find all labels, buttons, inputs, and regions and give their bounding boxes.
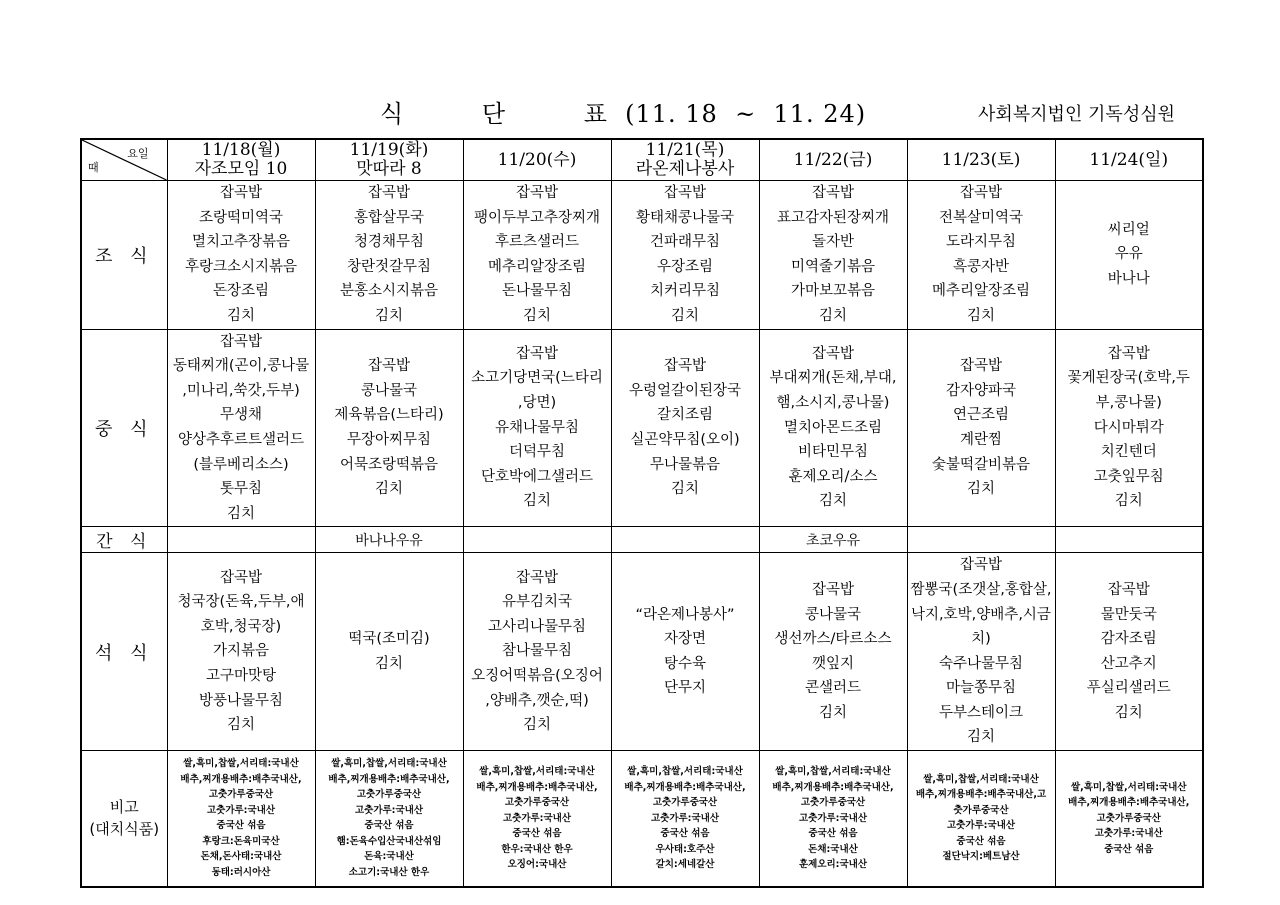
menu-item: 김치 xyxy=(374,481,403,498)
menu-item: 쌀,흑미,찹쌀,서리태:국내산 xyxy=(183,758,299,770)
menu-item: 돈육:국내산 xyxy=(364,851,414,863)
origin-note-cell xyxy=(759,751,907,887)
menu-item: 고춧가루중국산 xyxy=(800,797,866,809)
menu-item: 갈치조림 xyxy=(656,407,714,424)
menu-cell xyxy=(611,181,759,330)
day-header: 11/18(월) 자조모임 10 xyxy=(167,139,315,181)
day-header: 11/19(화) 맛따라 8 xyxy=(315,139,463,181)
menu-item: 바나나 xyxy=(1107,271,1150,288)
menu-item: 김치 xyxy=(1114,493,1143,510)
origin-note-cell xyxy=(1055,751,1203,887)
corner-day-label: 요일 xyxy=(127,147,149,160)
menu-item: 더덕무침 xyxy=(508,444,566,461)
menu-item: 잡곡밥 xyxy=(811,345,855,362)
menu-item: 낙지,호박,양배추,시금 xyxy=(911,606,1051,623)
menu-item: 잡곡밥 xyxy=(811,185,855,201)
origin-note-cell xyxy=(167,751,315,887)
menu-item: 참나물무침 xyxy=(501,643,573,660)
menu-item: 잡곡밥 xyxy=(1107,581,1150,598)
menu-item: 고춧가루:국내산 xyxy=(206,804,276,816)
menu-item: 고춧가루:국내산 xyxy=(798,812,868,824)
menu-item: 김치 xyxy=(522,493,551,510)
snack-cell: 초코우유 xyxy=(759,527,907,553)
menu-item: 물만둣국 xyxy=(1100,606,1157,623)
menu-item: 치킨텐더 xyxy=(1100,444,1157,461)
page-title: 식 단 표 (11. 18 ~ 11. 24) xyxy=(380,100,867,128)
menu-item: 두부스테이크 xyxy=(938,704,1024,721)
menu-item: 고춧가루중국산 xyxy=(1096,812,1161,824)
menu-cell xyxy=(759,329,907,527)
menu-cell xyxy=(907,181,1055,330)
menu-item: 깻잎지 xyxy=(811,655,855,672)
menu-item: 팽이두부고추장찌개 xyxy=(473,209,601,226)
menu-item: (블루베리소스) xyxy=(193,456,289,473)
menu-item: 고춧가루:국내산 xyxy=(502,812,572,824)
menu-item: 중국산 섞음 xyxy=(956,835,1006,847)
menu-item: 돌자반 xyxy=(811,234,855,251)
menu-item: 콘샐러드 xyxy=(804,680,862,697)
menu-item: 전복살미역국 xyxy=(938,209,1024,226)
menu-item: ,당면) xyxy=(517,395,557,412)
menu-item: 짬뽕국(조갯살,홍합살, xyxy=(910,581,1052,598)
menu-item: 청경채무침 xyxy=(353,234,425,251)
menu-item: 갈치:세네갈산 xyxy=(655,859,715,871)
menu-item: 유부김치국 xyxy=(501,594,573,611)
menu-item: 고춧가루:국내산 xyxy=(650,812,720,824)
snack-cell xyxy=(463,527,611,553)
menu-item: 계란찜 xyxy=(959,431,1003,448)
menu-item: (대치식품) xyxy=(89,820,160,839)
menu-item: 고춧가루:국내산 xyxy=(946,820,1016,832)
menu-cell xyxy=(759,181,907,330)
menu-item: 후랑크:돈육미국산 xyxy=(202,835,280,847)
menu-item: 고구마맛탕 xyxy=(205,667,277,684)
menu-cell xyxy=(907,553,1055,751)
menu-item: 후랑크소시지볶음 xyxy=(184,258,298,275)
menu-item: 치) xyxy=(971,631,991,648)
menu-item: 도라지무침 xyxy=(945,234,1017,251)
notes-label xyxy=(81,751,167,887)
menu-item: 중국산 섞음 xyxy=(364,820,414,832)
menu-item: 김치 xyxy=(226,505,255,522)
menu-item: 소고기:국내산 한우 xyxy=(348,866,430,878)
menu-item: 소고기당면국(느타리 xyxy=(471,370,603,387)
menu-item: 비고 xyxy=(109,798,139,817)
menu-item: 호박,청국장) xyxy=(200,618,282,635)
breakfast-row xyxy=(81,181,1203,330)
menu-item: 미역줄기볶음 xyxy=(790,258,876,275)
menu-item: 비타민무침 xyxy=(797,444,869,461)
menu-item: 잡곡밥 xyxy=(219,569,263,586)
day-header: 11/22(금) xyxy=(759,139,907,181)
menu-item: 김치 xyxy=(1114,704,1143,721)
menu-item: 콩나물국 xyxy=(360,382,418,399)
menu-item: 청국장(돈육,두부,애 xyxy=(177,594,305,611)
menu-item: 꽃게된장국(호박,두 xyxy=(1067,370,1190,387)
snack-cell xyxy=(167,527,315,553)
menu-item: 단무지 xyxy=(663,680,707,697)
menu-item: 돈장조림 xyxy=(212,283,270,300)
menu-item: 푸실리샐러드 xyxy=(1086,680,1171,697)
menu-item: 우장조림 xyxy=(656,258,714,275)
day-header: 11/20(수) xyxy=(463,139,611,181)
menu-table xyxy=(80,138,1204,888)
day-header: 11/23(토) xyxy=(907,139,1055,181)
menu-item: 중국산 섞음 xyxy=(512,828,562,840)
menu-item: 고춧가루:국내산 xyxy=(1094,828,1163,840)
menu-item: 잡곡밥 xyxy=(219,333,263,350)
menu-cell xyxy=(611,329,759,527)
menu-cell xyxy=(1055,329,1203,527)
menu-item: 김치 xyxy=(966,729,995,746)
menu-item: 마늘쫑무침 xyxy=(945,680,1017,697)
menu-item: 부대찌개(돈채,부대, xyxy=(769,370,897,387)
menu-item: 잡곡밥 xyxy=(367,358,411,375)
menu-item: 잡곡밥 xyxy=(515,345,559,362)
menu-item: 잡곡밥 xyxy=(219,185,263,201)
menu-item: 숙주나물무침 xyxy=(938,655,1024,672)
corner-cell xyxy=(81,139,167,181)
menu-item: 배추,찌개용배추:배추국내산, xyxy=(476,781,598,793)
menu-cell xyxy=(463,553,611,751)
menu-item: 쌀,흑미,찹쌀,서리태:국내산 xyxy=(627,766,743,778)
menu-item: 고춧가루중국산 xyxy=(652,797,718,809)
menu-item: 중국산 섞음 xyxy=(216,820,266,832)
menu-item: ,미나리,쑥갓,두부) xyxy=(182,382,300,399)
menu-item: 멸치아몬드조림 xyxy=(783,419,883,436)
menu-item: 김치 xyxy=(966,307,995,324)
corner-meal-label: 때 xyxy=(88,161,99,174)
lunch-row xyxy=(81,329,1203,527)
menu-item: 실곤약무침(오이) xyxy=(630,431,740,448)
menu-cell xyxy=(167,553,315,751)
menu-cell xyxy=(167,181,315,330)
menu-item: 감자조림 xyxy=(1100,631,1157,648)
menu-item: 분홍소시지볶음 xyxy=(339,283,439,300)
menu-item: 춧가루중국산 xyxy=(953,804,1009,816)
menu-item: 고춧잎무침 xyxy=(1093,468,1164,485)
snack-cell xyxy=(907,527,1055,553)
menu-item: 무생채 xyxy=(219,407,263,424)
menu-item: 돈채:국내산 xyxy=(808,843,858,855)
meal-label-snack: 간 식 xyxy=(81,527,167,553)
day-header: 11/24(일) xyxy=(1055,139,1203,181)
menu-item: 절단낙지:베트남산 xyxy=(942,851,1020,863)
menu-item: 김치 xyxy=(374,655,403,672)
menu-item: 어묵조랑떡볶음 xyxy=(339,456,439,473)
day-header: 11/21(목) 라온제나봉사 xyxy=(611,139,759,181)
menu-item: 메추리알장조림 xyxy=(487,258,587,275)
menu-item: 오징어:국내산 xyxy=(507,859,567,871)
menu-item: 배추,찌개용배추:배추국내산, xyxy=(328,773,450,785)
menu-item: 김치 xyxy=(818,493,847,510)
menu-item: 우렁얼갈이된장국 xyxy=(628,382,742,399)
menu-item: 멸치고추장볶음 xyxy=(191,234,291,251)
menu-item: 단호박에그샐러드 xyxy=(480,468,594,485)
menu-item: 우사태:호주산 xyxy=(655,843,715,855)
origin-note-cell xyxy=(315,751,463,887)
menu-cell xyxy=(1055,553,1203,751)
snack-row xyxy=(81,527,1203,553)
menu-item: 배추,찌개용배추:배추국내산, xyxy=(180,773,302,785)
menu-item: 쌀,흑미,찹쌀,서리태:국내산 xyxy=(775,766,891,778)
menu-item: 후르츠샐러드 xyxy=(494,234,580,251)
menu-item: 배추,찌개용배추:배추국내산,고 xyxy=(915,789,1047,801)
menu-item: 흑콩자반 xyxy=(952,258,1010,275)
menu-item: 떡국(조미김) xyxy=(348,631,430,648)
menu-item: 배추,찌개용배추:배추국내산, xyxy=(1068,797,1190,809)
menu-item: 동태:러시아산 xyxy=(211,866,271,878)
menu-item: 돈나물무침 xyxy=(501,283,573,300)
menu-item: 메추리알장조림 xyxy=(931,283,1031,300)
menu-cell xyxy=(315,553,463,751)
menu-item: 생선까스/타르소스 xyxy=(774,631,892,648)
menu-item: 가마보꼬볶음 xyxy=(790,283,876,300)
menu-item: 김치 xyxy=(522,307,551,324)
menu-item: 김치 xyxy=(818,307,847,324)
menu-item: 콩나물국 xyxy=(804,606,862,623)
menu-cell xyxy=(167,329,315,527)
menu-item: 표고감자된장찌개 xyxy=(776,209,890,226)
dinner-row xyxy=(81,553,1203,751)
menu-item: 햄:돈육수입산국내산섞임 xyxy=(336,835,442,847)
menu-item: 김치 xyxy=(818,704,847,721)
menu-item: 산고추지 xyxy=(1100,655,1157,672)
menu-cell xyxy=(907,329,1055,527)
menu-item: 고춧가루중국산 xyxy=(504,797,570,809)
menu-item: 씨리얼 xyxy=(1107,221,1150,238)
menu-cell xyxy=(1055,181,1203,330)
menu-item: 홍합살무국 xyxy=(353,209,425,226)
snack-cell xyxy=(611,527,759,553)
menu-item: 잡곡밥 xyxy=(663,185,707,201)
menu-item: 연근조림 xyxy=(952,407,1010,424)
menu-item: 잡곡밥 xyxy=(515,569,559,586)
menu-item: 유채나물무침 xyxy=(494,419,580,436)
snack-cell: 바나나우유 xyxy=(315,527,463,553)
snack-cell xyxy=(1055,527,1203,553)
menu-item: 쌀,흑미,찹쌀,서리태:국내산 xyxy=(1070,781,1187,793)
menu-item: 무나물볶음 xyxy=(649,456,721,473)
menu-item: 제육볶음(느타리) xyxy=(334,407,444,424)
menu-item: 고사리나물무침 xyxy=(487,618,587,635)
menu-item: 다시마튀각 xyxy=(1093,419,1164,436)
menu-item: 잡곡밥 xyxy=(663,358,707,375)
menu-item: 동태찌개(곤이,콩나물 xyxy=(172,358,310,375)
meal-label-lunch: 중 식 xyxy=(81,329,167,527)
meal-label-dinner: 석 식 xyxy=(81,553,167,751)
menu-item: 잡곡밥 xyxy=(959,185,1003,201)
menu-item: ,양배추,깻순,떡) xyxy=(485,692,589,709)
menu-item: 우유 xyxy=(1114,246,1143,263)
organization-name: 사회복지법인 기독성심원 xyxy=(978,104,1175,125)
menu-item: 오징어떡볶음(오징어 xyxy=(471,667,603,684)
menu-item: 중국산 섞음 xyxy=(808,828,858,840)
menu-item: 조랑떡미역국 xyxy=(198,209,284,226)
header-row xyxy=(81,139,1203,181)
menu-item: 한우:국내산 한우 xyxy=(501,843,573,855)
menu-item: 무장아찌무침 xyxy=(346,431,432,448)
menu-item: 건파래무침 xyxy=(649,234,721,251)
origin-note-cell xyxy=(611,751,759,887)
menu-item: 감자양파국 xyxy=(945,382,1017,399)
menu-item: “라온제나봉사” xyxy=(635,606,735,623)
menu-cell xyxy=(315,181,463,330)
menu-item: 김치 xyxy=(670,307,699,324)
menu-item: 양상추후르트샐러드 xyxy=(177,431,305,448)
menu-cell xyxy=(611,553,759,751)
menu-cell xyxy=(759,553,907,751)
menu-item: 훈제오리/소스 xyxy=(788,468,878,485)
menu-item: 김치 xyxy=(966,481,995,498)
menu-item: 자장면 xyxy=(663,631,707,648)
menu-item: 잡곡밥 xyxy=(959,358,1003,375)
origin-note-cell xyxy=(463,751,611,887)
menu-item: 부,콩나물) xyxy=(1095,395,1162,412)
menu-item: 김치 xyxy=(226,307,255,324)
menu-item: 잡곡밥 xyxy=(959,557,1003,574)
menu-item: 중국산 섞음 xyxy=(1104,843,1154,855)
menu-item: 방풍나물무침 xyxy=(198,692,284,709)
menu-cell xyxy=(315,329,463,527)
menu-item: 톳무침 xyxy=(219,481,263,498)
notes-row xyxy=(81,751,1203,887)
menu-item: 잡곡밥 xyxy=(1107,345,1150,362)
menu-item: 쌀,흑미,찹쌀,서리태:국내산 xyxy=(923,773,1039,785)
menu-item: 고춧가루:국내산 xyxy=(354,804,424,816)
menu-item: 잡곡밥 xyxy=(367,185,411,201)
menu-item: 고춧가루중국산 xyxy=(356,789,422,801)
menu-item: 치커리무침 xyxy=(649,283,721,300)
menu-item: 숯불떡갈비볶음 xyxy=(931,456,1031,473)
menu-item: 잡곡밥 xyxy=(811,581,855,598)
menu-item: 햄,소시지,콩나물) xyxy=(776,395,890,412)
menu-item: 김치 xyxy=(374,307,403,324)
menu-item: 훈제오리:국내산 xyxy=(798,859,868,871)
menu-item: 김치 xyxy=(670,481,699,498)
menu-item: 창란젓갈무침 xyxy=(346,258,432,275)
menu-cell xyxy=(463,181,611,330)
menu-item: 잡곡밥 xyxy=(515,185,559,201)
menu-item: 김치 xyxy=(226,717,255,734)
menu-item: 고춧가루중국산 xyxy=(208,789,274,801)
menu-item: 황태채콩나물국 xyxy=(635,209,735,226)
menu-item: 쌀,흑미,찹쌀,서리태:국내산 xyxy=(479,766,595,778)
menu-item: 탕수육 xyxy=(663,655,707,672)
origin-note-cell xyxy=(907,751,1055,887)
menu-item: 가지볶음 xyxy=(212,643,270,660)
menu-item: 배추,찌개용배추:배추국내산, xyxy=(772,781,894,793)
meal-label-breakfast: 조 식 xyxy=(81,181,167,330)
menu-cell xyxy=(463,329,611,527)
menu-item: 김치 xyxy=(522,717,551,734)
menu-item: 쌀,흑미,찹쌀,서리태:국내산 xyxy=(331,758,447,770)
menu-item: 배추,찌개용배추:배추국내산, xyxy=(624,781,746,793)
menu-item: 돈채,돈사태:국내산 xyxy=(200,851,282,863)
menu-item: 중국산 섞음 xyxy=(660,828,710,840)
